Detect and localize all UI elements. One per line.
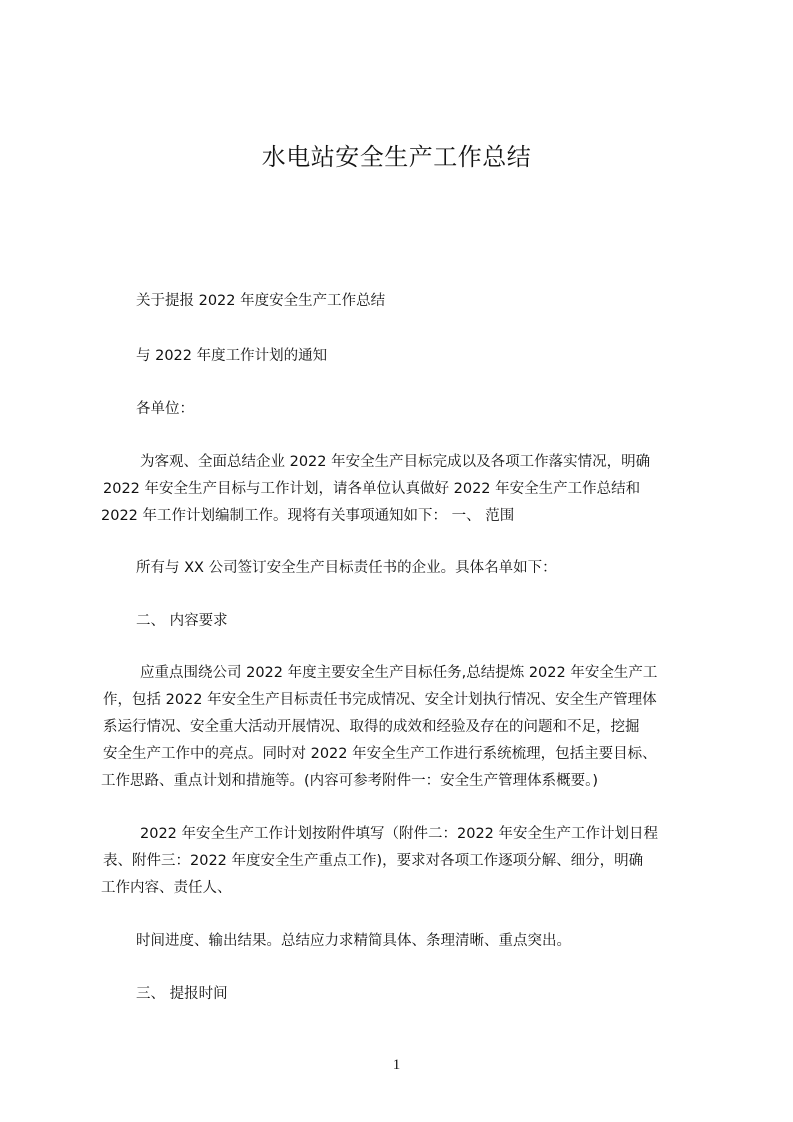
section-3-heading: 三、 提报时间 [136, 986, 228, 1002]
paragraph-2-line-4: 安全生产工作中的亮点。同时对 2022 年安全生产工作进行系统梳理，包括主要目标、 [103, 746, 657, 762]
paragraph-1-line-3: 2022 年工作计划编制工作。现将有关事项通知如下： 一、 范围 [101, 508, 515, 524]
paragraph-2-line-2: 作，包括 2022 年安全生产目标责任书完成情况、安全计划执行情况、安全生产管理体 [103, 692, 657, 708]
paragraph-3-line-2: 表、附件三：2022 年度安全生产重点工作)，要求对各项工作逐项分解、细分，明确 [103, 853, 644, 869]
scope-text: 所有与 XX 公司签订安全生产目标责任书的企业。具体名单如下： [136, 560, 557, 576]
notice-heading-line-1: 关于提报 2022 年度安全生产工作总结 [136, 293, 386, 309]
page-number: 1 [392, 1057, 401, 1073]
notice-heading-line-2: 与 2022 年度工作计划的通知 [136, 348, 328, 364]
paragraph-3-line-3: 工作内容、责任人、 [101, 880, 232, 896]
paragraph-4: 时间进度、输出结果。总结应力求精简具体、条理清晰、重点突出。 [136, 933, 571, 949]
paragraph-1-line-2: 2022 年安全生产目标与工作计划，请各单位认真做好 2022 年安全生产工作总结和 [103, 481, 641, 497]
salutation: 各单位： [136, 401, 194, 417]
section-2-heading: 二、 内容要求 [136, 613, 228, 629]
paragraph-2-line-5: 工作思路、重点计划和措施等。(内容可参考附件一：安全生产管理体系概要。) [101, 773, 599, 789]
paragraph-2-line-3: 系运行情况、安全重大活动开展情况、取得的成效和经验及存在的问题和不足，挖掘 [103, 719, 640, 735]
paragraph-3-line-1: 2022 年安全生产工作计划按附件填写（附件二：2022 年安全生产工作计划日程 [140, 826, 659, 842]
paragraph-1-line-1: 为客观、全面总结企业 2022 年安全生产目标完成以及各项工作落实情况，明确 [140, 454, 651, 470]
document-title: 水电站安全生产工作总结 [261, 143, 532, 171]
paragraph-2-line-1: 应重点围绕公司 2022 年度主要安全生产目标任务,总结提炼 2022 年安全生产工 [140, 665, 658, 681]
